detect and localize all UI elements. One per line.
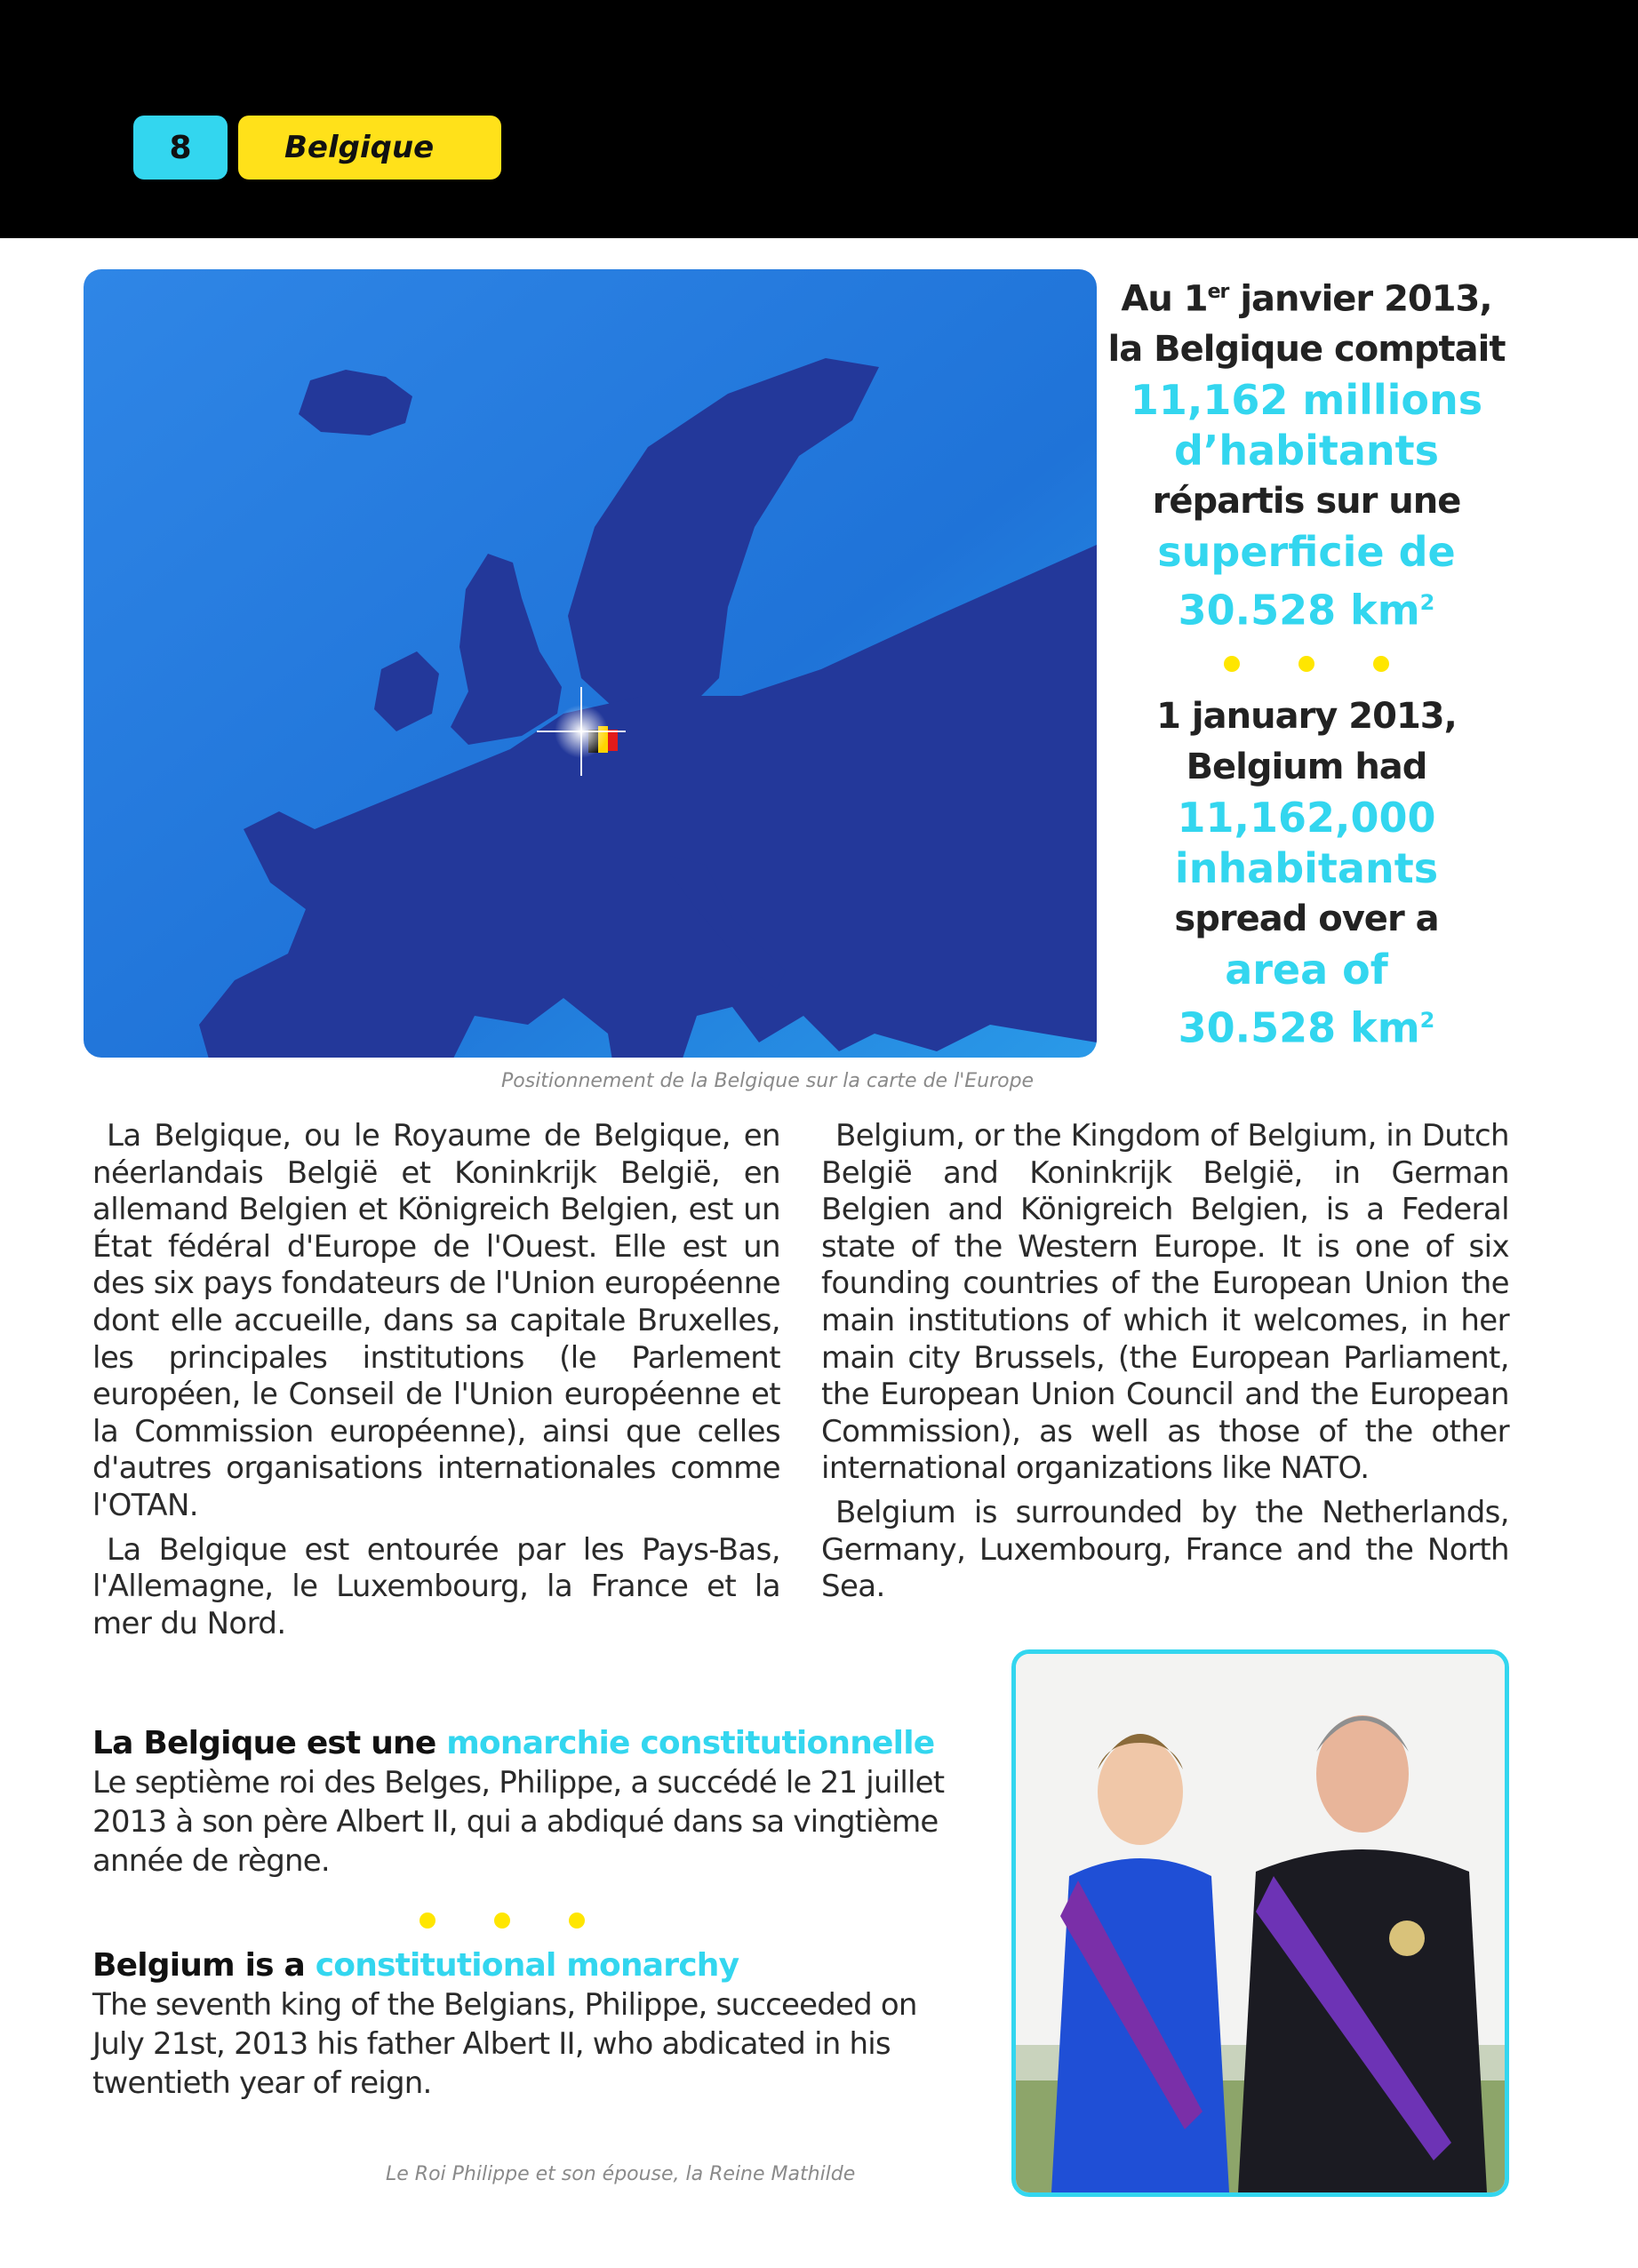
royal-couple-photo xyxy=(1011,1649,1509,2197)
stats-en-line5: spread over a xyxy=(1174,898,1439,939)
stats-en-population: 11,162,000 xyxy=(1177,793,1436,842)
population-stats xyxy=(1102,267,1511,1053)
en-paragraph-2: Belgium is surrounded by the Netherlands, Germany, Luxembourg, France and the North Sea. xyxy=(821,1494,1509,1605)
stats-en-line6: area of xyxy=(1225,945,1388,994)
stats-fr-line2: la Belgique comptait xyxy=(1107,329,1506,371)
stats-fr-line1: Au 1er janvier 2013, xyxy=(1121,278,1492,320)
separator-dots-2 xyxy=(391,1893,613,1948)
fr-paragraph-2: La Belgique est entourée par les Pays-Bas, l'Allemagne, le Luxembourg, la France et la mer du Nord. xyxy=(92,1531,780,1641)
monarchy-fr-heading: La Belgique est une monarchie constitutionnelle xyxy=(92,1725,935,1761)
monarchy-en-heading: Belgium is a constitutional monarchy xyxy=(92,1947,739,1984)
fr-paragraph-1: La Belgique, ou le Royaume de Belgique, en néerlandais België et Koninkrijk België, en allemand Belgien et Königreich Belgien, est un État fédéral d'Europe de l'Ouest. Elle est un des six pays fondateurs de l'Union européenne dont elle accueille, dans sa capitale Bruxelles, les principales institutions (le Parlement européen, le Conseil de l'Union européenne et la Commission européenne), ainsi que celles d'autres organisations internationales comme l'OTAN. xyxy=(92,1118,780,1523)
stats-fr-area: 30.528 $km^2$ xyxy=(1178,586,1435,635)
text-column-fr xyxy=(92,1118,780,1649)
monarchy-en-block xyxy=(92,1946,946,2103)
stats-en-line4: inhabitants xyxy=(1174,843,1439,892)
photo-caption: Le Roi Philippe et son épouse, la Reine Mathilde xyxy=(386,2163,856,2185)
monarchy-fr-body: Le septième roi des Belges, Philippe, a succédé le 21 juillet 2013 à son père Albert II, qui a abdiqué dans sa vingtième année de règne. xyxy=(92,1765,945,1879)
europe-map xyxy=(84,269,1097,1058)
map-caption: Positionnement de la Belgique sur la carte de l'Europe xyxy=(501,1070,1035,1092)
stats-fr-population: 11,162 millions xyxy=(1130,376,1483,425)
monarchy-en-body: The seventh king of the Belgians, Philippe, succeeded on July 21st, 2013 his father Albert II, who abdicated in his twentieth year of reign. xyxy=(92,1987,917,2101)
page-number-badge: 8 xyxy=(133,116,228,180)
stats-fr-line6: superficie de xyxy=(1157,528,1456,577)
section-title-badge: Belgique xyxy=(238,116,501,180)
text-column-en xyxy=(821,1118,1509,1613)
en-paragraph-1: Belgium, or the Kingdom of Belgium, in Dutch België and Koninkrijk België, in German Belgien and Königreich Belgien, is a Federal state of the Western Europe. It is one of six founding countries of the European Union the main institutions of which it welcomes, in her main city Brussels, (the European Parliament, the European Union Council and the European Commission), as well as those of the other international organizations like NATO. xyxy=(821,1118,1509,1487)
stats-fr-line5: répartis sur une xyxy=(1152,481,1461,523)
stats-fr-line4: d’habitants xyxy=(1173,427,1440,475)
monarchy-fr-block xyxy=(92,1724,946,1881)
stats-en-area: 30.528 $km^2$ xyxy=(1178,1002,1435,1051)
separator-dots xyxy=(1102,636,1511,691)
stats-en-line2: Belgium had xyxy=(1186,746,1427,787)
stats-en-line1: 1 january 2013, xyxy=(1156,695,1457,737)
